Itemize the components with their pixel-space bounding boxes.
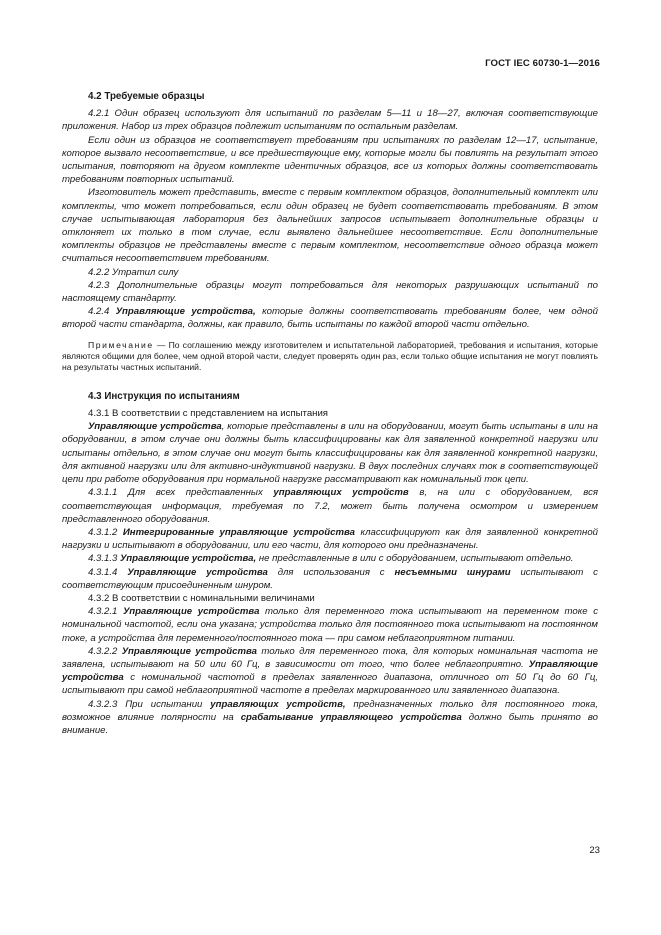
term-bold: Управляющие устройства,	[115, 306, 256, 318]
text-run: с номинальной частотой в пределах заявленного диапазона, отличного от 50 Гц до 60 Гц, испытывают при самой неблагоприятной частоте в пределах маркированного или заявленного диапазона.	[62, 672, 598, 697]
paragraph-4-3-1: 4.3.1 В соответствии с представлением на испытания	[88, 408, 329, 420]
term-bold: срабатывание управляющего устройства	[240, 711, 462, 723]
page-content	[62, 90, 598, 737]
paragraph-4-3-2: 4.3.2 В соответствии с номинальными величинами	[88, 592, 315, 604]
text-run: только для переменного тока, для которых номинальная частота не заявлена, испытывают на 50 или 60 Гц, в зависимости от того, что более неблагоприятно.	[62, 645, 598, 670]
term-bold: Управляющие устройства	[88, 421, 222, 433]
text-run: не представленные в или с оборудованием, испытывают отдельно.	[256, 553, 574, 565]
paragraph-4-3-1-1	[62, 486, 598, 526]
text-run: 4.3.1.2	[88, 526, 123, 538]
text-run: 4.3.2.2	[88, 645, 122, 657]
paragraph-4-3-2-3	[62, 698, 598, 738]
text-run: испытывают с соответствующим присоединенным шнуром.	[62, 566, 598, 591]
text-run: только для переменного тока испытывают на переменном токе с номинальной частотой, если она указана; устройства только для постоянного тока испытывают на постоянном токе, а устройства для переменного/постоянного тока — при самом неблагоприятном питании.	[62, 606, 598, 644]
term-bold: управляющих устройств	[273, 487, 409, 499]
text-run: 4.3.1.4	[88, 566, 128, 578]
text-run: предназначенных только для постоянного тока, возможное влияние полярности на	[62, 698, 598, 723]
term-bold: Управляющие устройства,	[120, 553, 257, 565]
paragraph-4-2-3: 4.2.3 Дополнительные образцы могут потребоваться для некоторых разрушающих испытаний по настоящему стандарту.	[62, 279, 598, 305]
paragraph-4-3-1-4	[62, 566, 598, 592]
note-text: — По соглашению между изготовителем и испытательной лабораторией, требования и испытания, которые являются общими для более, чем одной второй части, следует проверять один раз, если только общие испытания не могут повлиять на результаты частных испытаний.	[62, 339, 598, 373]
text-run: для использования с	[267, 566, 395, 578]
paragraph-4-2-1-b: Если один из образцов не соответствует требованиям при испытаниях по разделам 12—17, испытание, которое вызвало несоответствие, и все предшествующие ему, которые могли бы повлиять на результат этого испытания, повторяют на другом комплекте идентичных образцов, все из которых должны соответствовать требованиям повторных испытаний.	[62, 134, 598, 186]
text-run: которые должны соответствовать требованиям более, чем одной второй части стандарта, должны, как правило, быть испытаны по каждой второй части отдельно.	[62, 306, 598, 331]
document-header: ГОСТ IEC 60730-1—2016	[485, 58, 600, 69]
paragraph-4-2-1: 4.2.1 Один образец используют для испытаний по разделам 5—11 и 18—27, включая соответствующие приложения. Набор из трех образцов подлежит испытаниям по остальным разделам.	[62, 108, 598, 133]
note-label: Примечание	[88, 339, 154, 350]
text-run: , которые представлены в или на оборудовании, могут быть испытаны в или на оборудовании, в этом случае они должны быть классифицированы как для заявленной конкретной нагрузки или испытаны отдельно, в этом случае они могут быть классифицированы как для заявленной конкретной нагрузки, для активной нагрузки или для активно-индуктивной нагрузки. В двух последних случаях ток в соответствующей цепи при работе оборудования при нормальной нагрузке рассматривают как номинальный ток цепи.	[62, 421, 598, 486]
paragraph-4-3-2-2	[62, 645, 598, 698]
term-bold: Управляющие устройства	[62, 658, 598, 684]
text-run: 4.3.1.3	[88, 553, 121, 565]
term-bold: Управляющие устройства	[122, 606, 260, 618]
text-run: 4.3.1.1 Для всех представленных	[88, 487, 274, 499]
page-number: 23	[589, 845, 600, 856]
paragraph-4-3-1-b	[62, 420, 598, 486]
paragraph-4-2-1-c: Изготовитель может представить, вместе с первым комплектом образцов, дополнительный комплект или комплекты, что может потребоваться, если один образец не будет соответствовать требованиям. В этом случае испытывающая лаборатория без дальнейших запросов испытывает дополнительные образцы и отклоняет их только в том случае, если выявлено дальнейшее несоответствие. Если дополнительные комплекты образцов не представлены вместе с первым комплектом, несоответствие одного образца может считаться несоответствием требованиям.	[62, 187, 598, 265]
text-run: в, на или с оборудованием, вся соответствующая информация, требуемая по 7.2, может быть получена осмотром и измерением представленного оборудования.	[62, 487, 599, 525]
note-paragraph	[62, 340, 598, 374]
text-run: 4.2.4	[88, 306, 116, 318]
text-run: должно быть принято во внимание.	[62, 711, 598, 736]
term-bold: Интегрированные управляющие устройства	[122, 526, 356, 538]
paragraph-4-2-4	[62, 305, 598, 331]
term-bold: управляющих устройств,	[210, 698, 346, 710]
term-bold: Управляющие устройства	[121, 645, 257, 657]
term-bold: несъемными шнурами	[394, 566, 511, 578]
section-heading-4-2: 4.2 Требуемые образцы	[88, 91, 205, 102]
paragraph-4-3-2-1	[62, 605, 598, 645]
paragraph-4-3-1-2	[62, 526, 598, 552]
paragraph-4-3-1-3	[62, 552, 598, 565]
text-run: 4.3.2.3 При испытании	[88, 698, 211, 710]
text-run: классифицируют как для заявленной конкретной нагрузки и испытывают в оборудовании, или его части, для которого они предназначены.	[62, 526, 598, 552]
text-run: 4.3.2.1	[88, 606, 123, 618]
paragraph-4-2-2: 4.2.2 Утратил силу	[88, 266, 179, 278]
section-heading-4-3: 4.3 Инструкция по испытаниям	[88, 390, 240, 402]
term-bold: Управляющие устройства	[127, 566, 268, 578]
